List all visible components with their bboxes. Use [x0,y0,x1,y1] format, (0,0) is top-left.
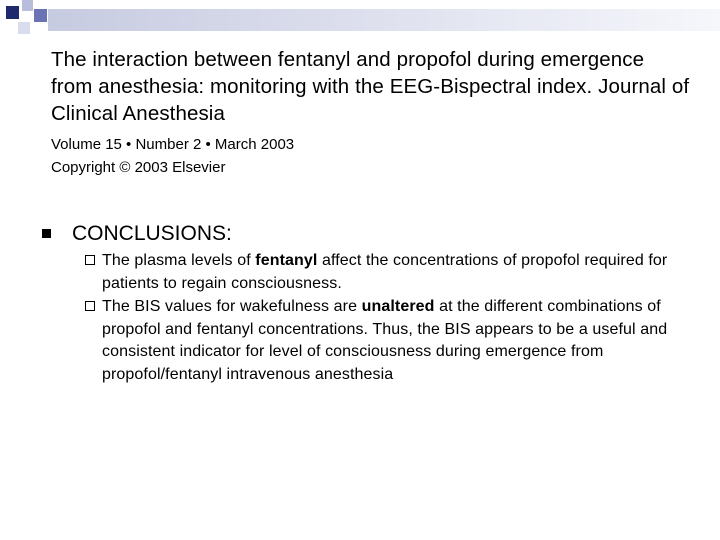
conclusion-text-post: at the different combinations of propofol and fentanyl concentrations. Thus, the BIS appears to be a useful and consistent indicator for level of consciousness during emergence from propofol/fentanyl intravenous anesthesia [102,298,668,383]
citation-meta [51,133,294,179]
conclusion-text-pre: The plasma levels of [102,252,256,269]
conclusion-text-post: affect the concentrations of propofol required for patients to regain consciousness. [102,252,668,292]
decor-square [22,0,33,11]
conclusion-text-bold: fentanyl [255,252,318,269]
copyright-line: Copyright © 2003 Elsevier [51,159,226,176]
decor-square [6,6,19,19]
header-gradient-bar [48,9,720,31]
volume-line: Volume 15 • Number 2 • March 2003 [51,136,295,153]
decor-square [18,22,30,34]
slide-title: The interaction between fentanyl and propofol during emergence from anesthesia: monitoring with the EEG-Bispectral index. Journal of Clinical Anesthesia [51,48,690,125]
conclusions-heading: CONCLUSIONS: [72,222,232,245]
decorative-header [0,0,720,40]
decor-square [34,9,47,22]
conclusion-item [102,296,702,386]
hollow-square-bullet-icon [85,255,95,265]
conclusion-text-bold: unaltered [361,298,435,315]
conclusion-item [102,250,702,295]
hollow-square-bullet-icon [85,301,95,311]
square-bullet-icon [42,229,51,238]
conclusion-text-pre: The BIS values for wakefulness are [102,298,362,315]
